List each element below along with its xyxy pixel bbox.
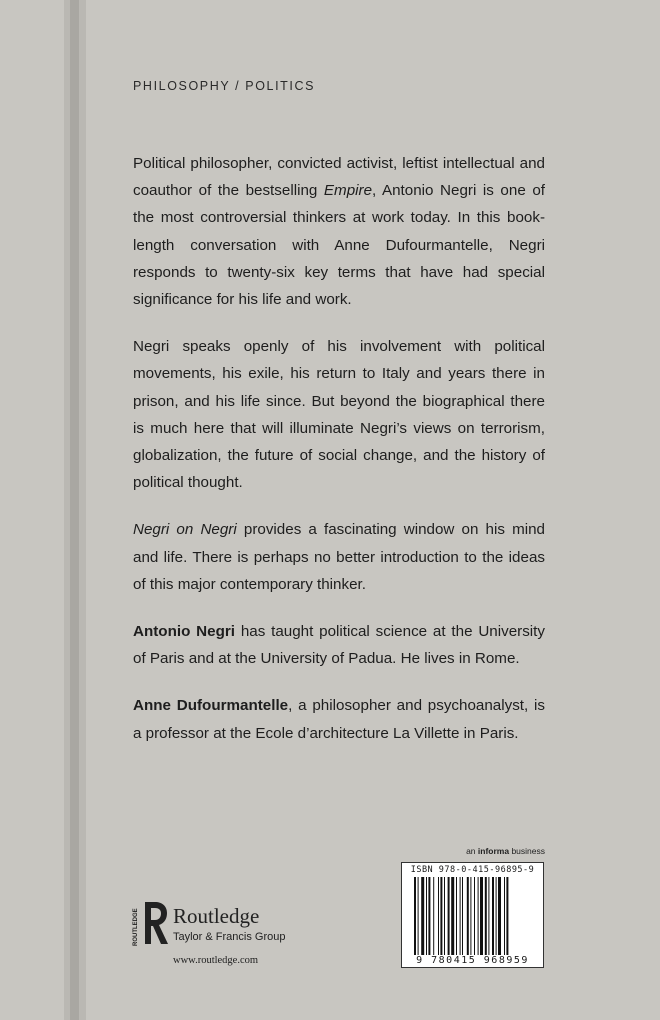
barcode-bar	[496, 877, 497, 955]
barcode-bar	[506, 877, 508, 955]
informa-business-tag: an informa business	[466, 846, 545, 856]
barcode-bar	[440, 877, 442, 955]
spine-line	[70, 0, 79, 1020]
back-cover-blurb	[133, 150, 545, 767]
isbn-number: ISBN 978-0-415-96895-9	[410, 865, 535, 875]
barcode-bar	[451, 877, 454, 955]
barcode-bar	[426, 877, 427, 955]
barcode-digits: 9 780415 968959	[402, 955, 543, 966]
author-bio-dufourmantelle: Anne Dufourmantelle, a philosopher and psychoanalyst, is a professor at the Ecole d’architecture La Villette in Paris.	[133, 697, 545, 742]
barcode-bar	[462, 877, 463, 955]
barcode-bar	[428, 877, 430, 955]
description-paragraph-1: Political philosopher, convicted activist, leftist intellectual and coauthor of the bestselling Empire, Antonio Negri is one of the most controversial thinkers at work today. In this book-length conversation with Anne Dufourmantelle, Negri responds to twenty-six key terms that have had special significance for his life and work.	[133, 155, 545, 309]
logo-vertical-text	[133, 908, 139, 946]
barcode-bar	[414, 877, 416, 955]
barcode-bar	[467, 877, 469, 955]
barcode-bar	[456, 877, 457, 955]
barcode-bar	[485, 877, 487, 955]
barcode-bar	[438, 877, 439, 955]
barcode-bar	[492, 877, 494, 955]
author-name: Anne Dufourmantelle	[133, 697, 289, 715]
description-paragraph-3: Negri on Negri provides a fascinating window on his mind and life. There is perhaps no better introduction to the ideas of this major contemporary thinker.	[133, 521, 546, 593]
barcode-bar	[474, 877, 475, 955]
category-label: PHILOSOPHY / POLITICS	[133, 79, 316, 93]
author-bio-negri: Antonio Negri has taught political science at the University of Paris and at the University of Padua. He lives in Rome.	[133, 623, 545, 668]
barcode-bar	[480, 877, 483, 955]
barcode-bar	[504, 877, 505, 955]
logo-wordmark-vertical: ROUTLEDGE	[133, 908, 139, 946]
empire-title: Empire	[323, 182, 373, 200]
barcode-bar	[433, 877, 434, 955]
barcode-bar	[470, 877, 471, 955]
isbn-barcode	[401, 862, 544, 968]
barcode-bar	[448, 877, 450, 955]
barcode-bar	[488, 877, 489, 955]
publisher-name: Routledge	[173, 904, 260, 928]
barcode-bar	[418, 877, 419, 955]
book-title: Negri on Negri	[133, 521, 237, 539]
barcode-bars	[414, 877, 538, 955]
barcode-bar	[478, 877, 479, 955]
description-paragraph-2: Negri speaks openly of his involvement with political movements, his exile, his return to Italy and years there in prison, and his life since. But beyond the biographical there is much here that will illuminate Negri’s views on terrorism, globalization, the future of social change, and the history of political thought.	[133, 338, 545, 492]
publisher-group: Taylor & Francis Group	[173, 931, 286, 943]
routledge-logo-icon	[131, 898, 171, 948]
author-name: Antonio Negri	[133, 623, 235, 641]
barcode-bar	[421, 877, 424, 955]
barcode-bar	[460, 877, 461, 955]
publisher-website: www.routledge.com	[173, 955, 259, 966]
barcode-bar	[444, 877, 445, 955]
barcode-bar	[498, 877, 501, 955]
